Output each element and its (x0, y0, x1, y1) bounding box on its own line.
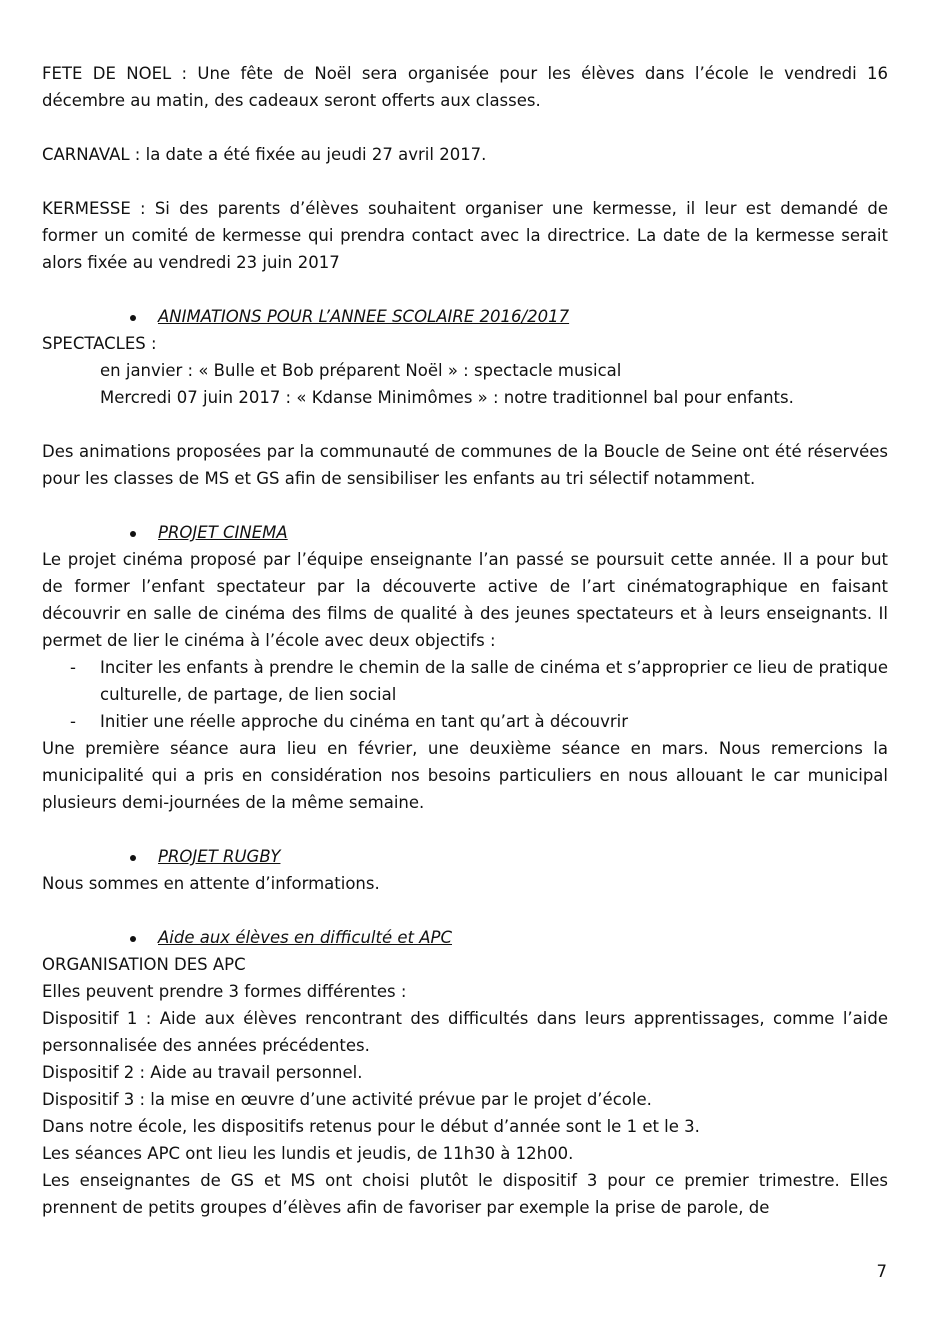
cinema-seances: Une première séance aura lieu en février, une deuxième séance en mars. Nous remercions la municipalité qui a pris en considération nos besoins particuliers en nous allouant le car municipal plusieurs demi-journées de la même semaine. (42, 739, 888, 812)
bullet-icon (130, 936, 136, 942)
bullet-icon (130, 531, 136, 537)
apc-enseignantes: Les enseignantes de GS et MS ont choisi plutôt le dispositif 3 pour ce premier trimestre. Elles prennent de petits groupes d’élèves afin de favoriser par exemple la prise de parole, de (42, 1171, 888, 1217)
communaute-paragraph: Des animations proposées par la communauté de communes de la Boucle de Seine ont été réservées pour les classes de MS et GS afin de sensibiliser les enfants au tri sélectif notamment. (42, 442, 888, 488)
spacer (42, 411, 888, 438)
carnaval-paragraph: CARNAVAL : la date a été fixée au jeudi 27 avril 2017. (42, 145, 487, 164)
animations-heading-text: ANIMATIONS POUR L’ANNEE SCOLAIRE 2016/2017 (158, 307, 570, 326)
page-number: 7 (876, 1262, 887, 1281)
cinema-intro: Le projet cinéma proposé par l’équipe enseignante l’an passé se poursuit cette année. Il a pour but de former l’enfant spectateur par la découverte active de l’art cinématographique en faisant découvrir en salle de cinéma des films de qualité à des jeunes spectateurs et à leurs enseignants. Il permet de lier le cinéma à l’école avec deux objectifs : (42, 550, 888, 650)
dash-icon: - (70, 712, 76, 731)
rugby-heading-text: PROJET RUGBY (158, 847, 281, 866)
animations-heading (42, 303, 888, 330)
cinema-objectif (42, 654, 888, 708)
kermesse-paragraph: KERMESSE : Si des parents d’élèves souhaitent organiser une kermesse, il leur est demandé de former un comité de kermesse qui prendra contact avec la directrice. La date de la kermesse serait alors fixée au vendredi 23 juin 2017 (42, 199, 888, 272)
apc-formes: Elles peuvent prendre 3 formes différentes : (42, 982, 407, 1001)
spacer (42, 114, 888, 141)
apc-horaires: Les séances APC ont lieu les lundis et jeudis, de 11h30 à 12h00. (42, 1144, 574, 1163)
cinema-objectif-text: Inciter les enfants à prendre le chemin de la salle de cinéma et s’approprier ce lieu de pratique culturelle, de partage, de lien social (100, 658, 888, 704)
apc-heading (42, 924, 888, 951)
cinema-heading-text: PROJET CINEMA (158, 523, 288, 542)
spacer (42, 276, 888, 303)
rugby-text: Nous sommes en attente d’informations. (42, 874, 380, 893)
apc-organisation: ORGANISATION DES APC (42, 955, 246, 974)
spacer (42, 492, 888, 519)
bullet-icon (130, 315, 136, 321)
noel-paragraph: FETE DE NOEL : Une fête de Noël sera organisée pour les élèves dans l’école le vendredi 16 décembre au matin, des cadeaux seront offerts aux classes. (42, 64, 888, 110)
spacer (42, 897, 888, 924)
bullet-icon (130, 855, 136, 861)
cinema-objectif (42, 708, 888, 735)
apc-dispositif-3: Dispositif 3 : la mise en œuvre d’une activité prévue par le projet d’école. (42, 1090, 652, 1109)
cinema-objectif-text: Initier une réelle approche du cinéma en tant qu’art à découvrir (100, 712, 629, 731)
spectacle-item: Mercredi 07 juin 2017 : « Kdanse Minimômes » : notre traditionnel bal pour enfants. (100, 388, 794, 407)
apc-heading-text: Aide aux élèves en difficulté et APC (158, 928, 452, 947)
spacer (42, 816, 888, 843)
apc-dispositif-2: Dispositif 2 : Aide au travail personnel. (42, 1063, 363, 1082)
spectacle-item: en janvier : « Bulle et Bob préparent Noël » : spectacle musical (100, 361, 622, 380)
rugby-heading (42, 843, 888, 870)
apc-retenus: Dans notre école, les dispositifs retenus pour le début d’année sont le 1 et le 3. (42, 1117, 700, 1136)
spectacles-label: SPECTACLES : (42, 334, 157, 353)
dash-icon: - (70, 658, 76, 677)
spacer (42, 168, 888, 195)
apc-dispositif-1: Dispositif 1 : Aide aux élèves rencontrant des difficultés dans leurs apprentissages, comme l’aide personnalisée des années précédentes. (42, 1009, 888, 1055)
cinema-heading (42, 519, 888, 546)
